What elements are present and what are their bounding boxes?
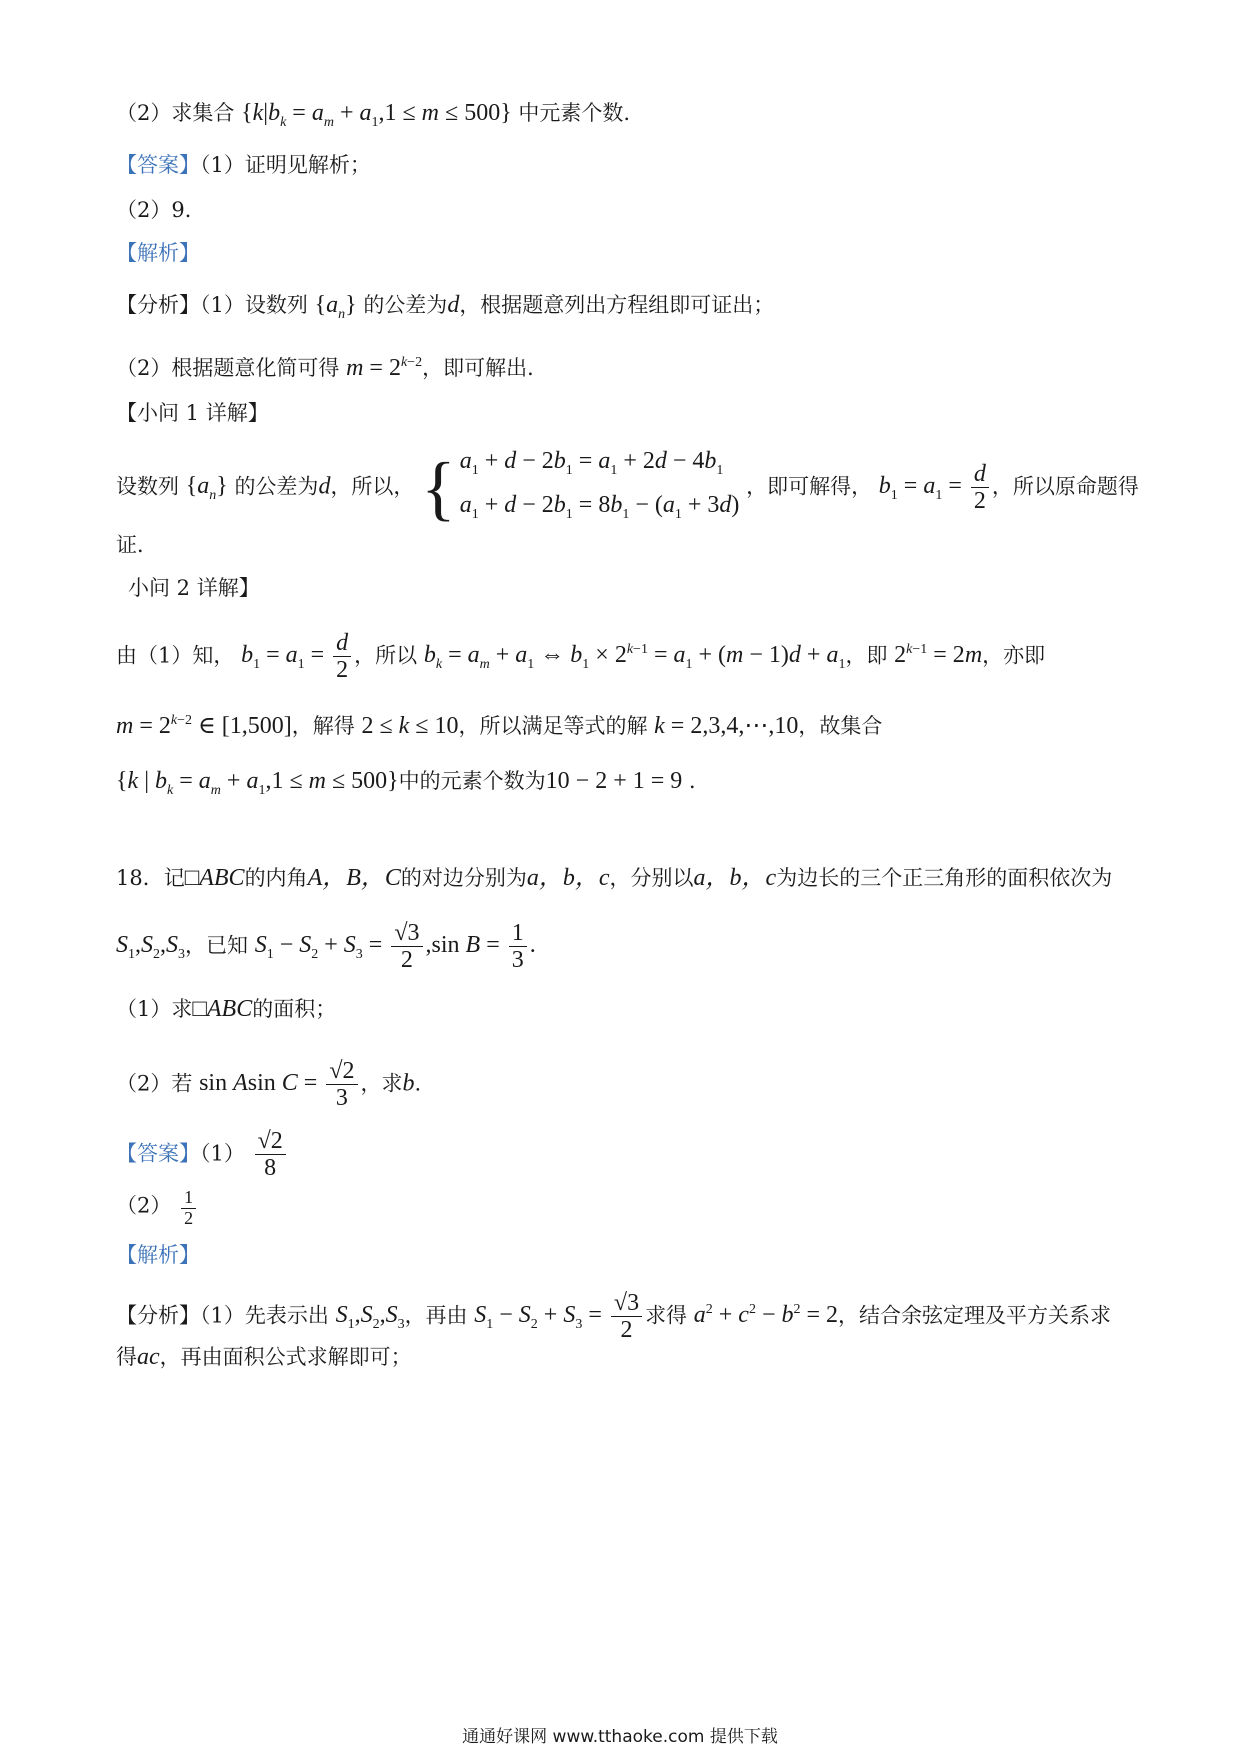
q18-stem-line2: $S_1,S_2,S_3$，已知 $S_1 - S_2 + S_3$ = $\frac{√3}{2}$ ,sin B = $\frac{1}{3}$ .: [116, 920, 536, 974]
q18-answer2-line: （2） $\frac{1}{2}$: [116, 1188, 199, 1229]
q17-sub2-line2: $m = 2^{k-2}$ ∈ [1,500]，解得 2 ≤ k ≤ 10，所以满足等式的解 k = 2,3,4,⋯,10，故集合: [116, 713, 883, 739]
set-expression: $\{k|b_k = a_m + a_1,1 \le m \le 500\}$: [241, 100, 512, 130]
q18-part2-line: （2）若 sin Asin C = $\frac{√2}{3}$ ，求b.: [116, 1058, 422, 1112]
q17-sub2-line1: 由（1）知， $b_1 = a_1$ = $\frac{d}{2}$ ，所以 $b_k = a_m + a_1$ ⇔ $b_1 \times 2^{k-1} = a_1 + (m - 1)d + a_1$，即 $2^{k-1} = 2m$，亦即: [116, 630, 1046, 684]
q17-answer-line: 【答案】（1）证明见解析；: [116, 153, 371, 177]
q17-sub1-end: 证．: [116, 533, 158, 557]
q18-stem-line1: 18．记□ABC的内角A，B，C的对边分别为a，b，c，分别以a，b，c为边长的三个正三角形的面积依次为: [116, 865, 1113, 891]
equation-system: { $a_1 + d - 2b_1 = a_1 + 2d - 4b_1$ $a_1 + d - 2b_1 = 8b_1 - (a_1 + 3d)$: [421, 447, 740, 528]
q17-fenxi1-line: 【分析】（1）设数列 $\{a_n\}$ 的公差为d，根据题意列出方程组即可证出；: [116, 292, 775, 322]
answer-tag: 【答案】: [116, 153, 200, 177]
q17-sub2-title: 小问 2 详解】: [128, 576, 260, 600]
q17-part2-line: （2）求集合 $\{k|b_k = a_m + a_1,1 \le m \le 500\}$ 中元素个数.: [116, 100, 631, 130]
q18-analysis-tag: 【解析】: [116, 1243, 200, 1267]
q17-analysis-tag: 【解析】: [116, 241, 200, 265]
q18-fenxi1-line: 【分析】（1）先表示出 $S_1,S_2,S_3$，再由 $S_1 - S_2 + S_3$ = $\frac{√3}{2}$ 求得 $a^2 + c^2 - b^2 = 2$，结合余弦定理及平方关系求: [116, 1290, 1112, 1344]
q17-sub1-title: 【小问 1 详解】: [116, 401, 269, 425]
q18-fenxi1-line2: 得ac，再由面积公式求解即可；: [116, 1344, 412, 1370]
q18-part1-line: （1）求□ABC的面积；: [116, 996, 337, 1022]
q18-answer-line: 【答案】（1） $\frac{√2}{8}$: [116, 1128, 289, 1182]
q17-answer2-line: （2）9．: [116, 198, 206, 222]
page-footer: 通通好课网 www.tthaoke.com 提供下载: [462, 1727, 778, 1747]
q17-sub1-line: 设数列 $\{a_n\}$ 的公差为d，所以， { $a_1 + d - 2b_1 = a_1 + 2d - 4b_1$ $a_1 + d - 2b_1 = 8b_1 - (a_1 + 3d)$ ，即可解得， $b_1 = a_1$ = $\frac{d}{2}$ ，所以原命题得: [116, 444, 1139, 532]
q17-fenxi2-line: （2）根据题意化简可得 $m = 2^{k-2}$，即可解出．: [116, 355, 549, 381]
q17-sub2-line3: {k | $b_k = a_m + a_1,1 \le m \le 500$}中的元素个数为10 − 2 + 1 = 9 ．: [116, 768, 710, 798]
